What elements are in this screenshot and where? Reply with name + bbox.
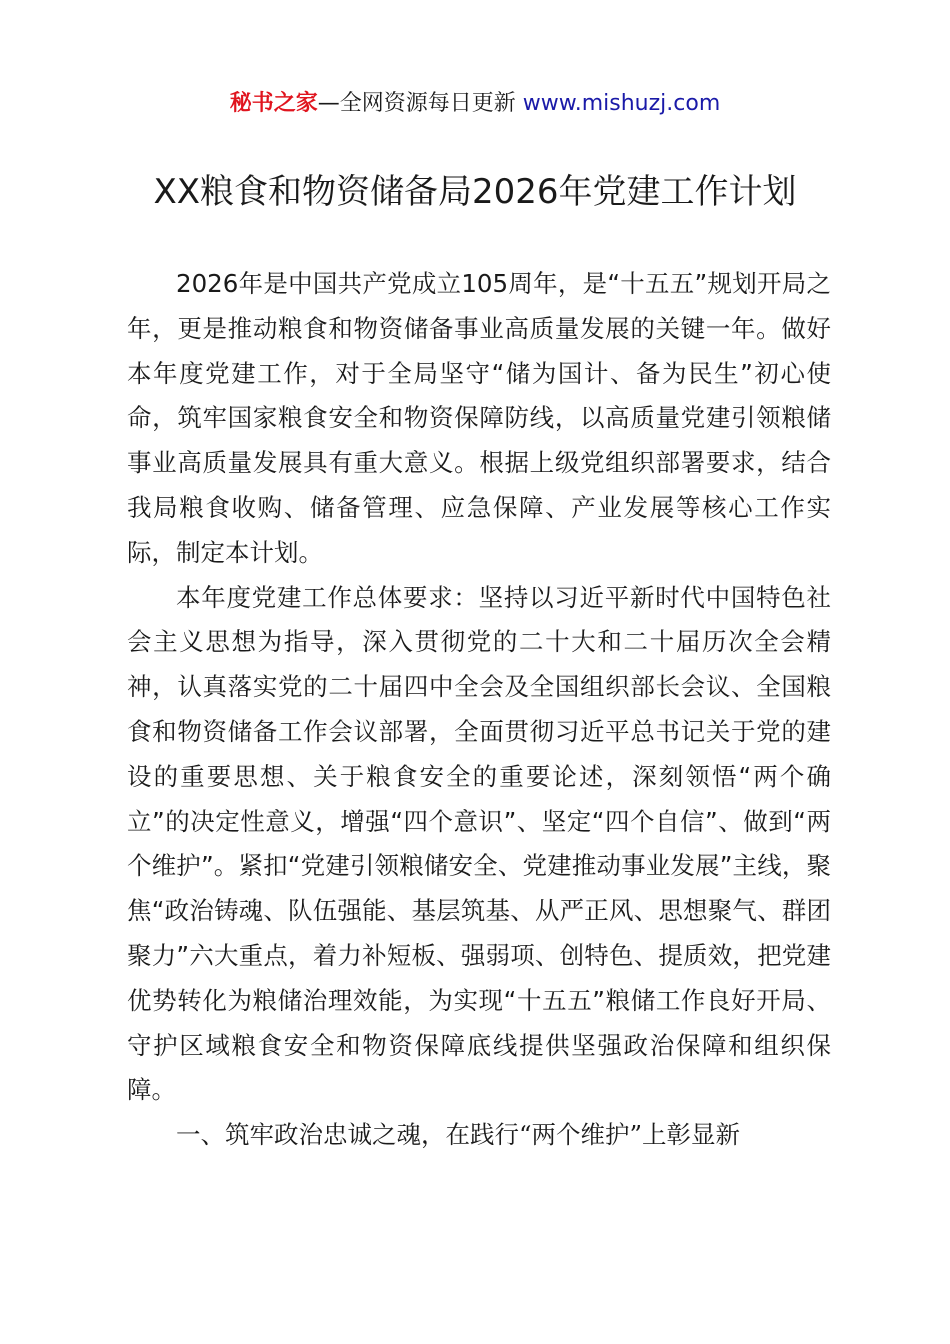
site-brand: 秘书之家	[229, 91, 318, 116]
site-url[interactable]: www.mishuzj.com	[522, 91, 721, 116]
document-title: XX粮食和物资储备局2026年党建工作计划	[153, 172, 797, 212]
document-body	[127, 262, 831, 1158]
section-heading: 一、筑牢政治忠诚之魂，在践行“两个维护”上彰显新	[176, 1120, 741, 1150]
paragraph-intro: 2026年是中国共产党成立105周年，是“十五五”规划开局之年，更是推动粮食和物资储备事业高质量发展的关键一年。做好本年度党建工作，对于全局坚守“储为国计、备为民生”初心使命，筑牢国家粮食安全和物资保障防线，以高质量党建引领粮储事业高质量发展具有重大意义。根据上级党组织部署要求，结合我局粮食收购、储备管理、应急保障、产业发展等核心工作实际，制定本计划。	[127, 269, 831, 567]
paragraph-requirements: 本年度党建工作总体要求：坚持以习近平新时代中国特色社会主义思想为指导，深入贯彻党的二十大和二十届历次全会精神，认真落实党的二十届四中全会及全国组织部长会议、全国粮食和物资储备工作会议部署，全面贯彻习近平总书记关于党的建设的重要思想、关于粮食安全的重要论述，深刻领悟“两个确立”的决定性意义，增强“四个意识”、坚定“四个自信”、做到“两个维护”。紧扣“党建引领粮储安全、党建推动事业发展”主线，聚焦“政治铸魂、队伍强能、基层筑基、从严正风、思想聚气、群团聚力”六大重点，着力补短板、强弱项、创特色、提质效，把党建优势转化为粮储治理效能，为实现“十五五”粮储工作良好开局、守护区域粮食安全和物资保障底线提供坚强政治保障和组织保障。	[127, 582, 831, 1105]
site-header	[0, 88, 950, 120]
site-tagline: —全网资源每日更新	[317, 91, 523, 116]
